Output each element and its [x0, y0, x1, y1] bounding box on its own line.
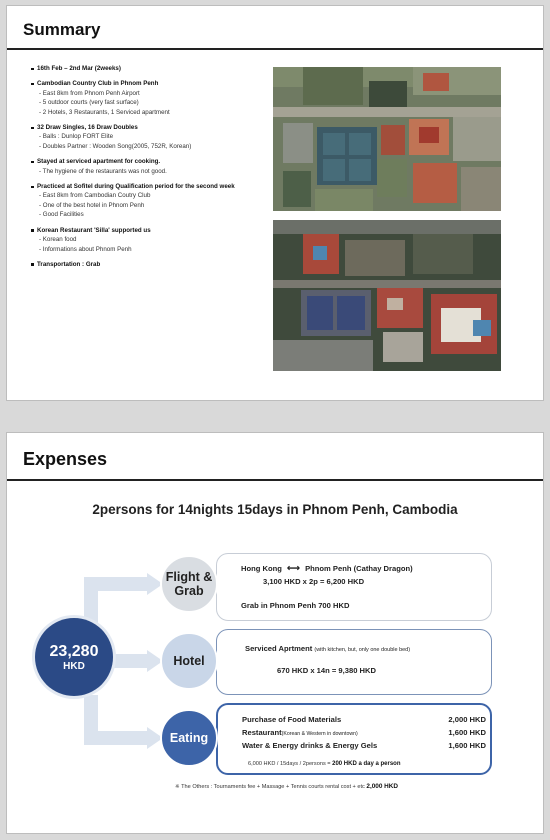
hotel-detail-box — [216, 629, 492, 695]
bullet-subitem: - 5 outdoor courts (very fast surface) — [31, 98, 271, 107]
expenses-subtitle: 2persons for 14nights 15days in Phnom Penh, Cambodia — [92, 502, 458, 517]
eating-item-amount: 2,000 HKD — [448, 715, 486, 724]
eating-detail-box — [216, 703, 492, 775]
bullet-group — [31, 226, 271, 254]
bullet-subitem: - East 8km from Cambodian Coutry Club — [31, 191, 271, 200]
hotel-description — [245, 644, 410, 653]
eating-item-note: (Korean & Western in downtown) — [281, 731, 358, 737]
grab-cost: Grab in Phnom Penh 700 HKD — [241, 601, 350, 610]
flight-grab-category — [160, 555, 218, 613]
other-costs-footnote — [175, 783, 398, 790]
bullet-group — [31, 260, 271, 269]
hotel-label: Hotel — [173, 654, 205, 668]
eating-cost-row — [242, 715, 486, 724]
bullet-subitem: - 2 Hotels, 3 Restaurants, 1 Serviced apartment — [31, 108, 271, 117]
summary-title: Summary — [23, 20, 101, 39]
eating-label: Eating — [169, 731, 209, 745]
eating-item — [242, 741, 377, 750]
bullet-subitem: - Balls : Dunlop FORT Elite — [31, 132, 271, 141]
eating-summary-calc: 6,000 HKD / 15days / 2persons = — [248, 761, 333, 767]
flight-calculation: 3,100 HKD x 2p = 6,200 HKD — [263, 577, 365, 586]
bullet-subitem: - East 8km from Phnom Penh Airport — [31, 89, 271, 98]
flight-route — [241, 563, 491, 574]
aerial-photo-sofitel — [273, 220, 501, 371]
bullet-group — [31, 79, 271, 117]
bullet-heading: Stayed at serviced apartment for cooking. — [31, 157, 271, 166]
hotel-category — [160, 632, 218, 690]
title-divider — [7, 479, 543, 481]
bullet-group — [31, 157, 271, 176]
bullet-subitem: - Korean food — [31, 235, 271, 244]
eating-item-label: Water & Energy drinks & Energy Gels — [242, 741, 378, 750]
bullet-group — [31, 182, 271, 220]
bullet-subitem: - The hygiene of the restaurants was not good. — [31, 167, 271, 176]
title-divider — [7, 48, 543, 50]
eating-per-day-summary — [248, 761, 401, 767]
bullet-subitem: - Doubles Partner : Wooden Song(2005, 752R, Korean) — [31, 142, 271, 151]
hotel-note: (with kitchen, but, only one double bed) — [314, 647, 411, 653]
aerial-photo-country-club — [273, 67, 501, 211]
total-amount: 23,280 — [49, 642, 99, 660]
bullet-heading: Korean Restaurant 'Silla' supported us — [31, 226, 271, 235]
summary-bullet-list — [31, 64, 271, 275]
bullet-subitem: - Good Facilities — [31, 210, 271, 219]
double-arrow-icon: ⟷ — [287, 563, 300, 573]
route-origin: Hong Kong — [241, 564, 282, 573]
eating-item-amount: 1,600 HKD — [448, 741, 486, 750]
bullet-subitem: - One of the best hotel in Phnom Penh — [31, 201, 271, 210]
expenses-title: Expenses — [23, 449, 108, 469]
bullet-subitem: - Informations about Phnom Penh — [31, 245, 271, 254]
footnote-amount: 2,000 HKD — [366, 783, 399, 790]
bullet-group — [31, 64, 271, 73]
bullet-heading: 32 Draw Singles, 16 Draw Doubles — [31, 123, 271, 132]
flight-grab-label: Flight & Grab — [165, 570, 213, 598]
bullet-heading: Cambodian Country Club in Phnom Penh — [31, 79, 271, 88]
eating-item — [242, 715, 341, 724]
bullet-heading: Practiced at Sofitel during Qualification period for the second week — [31, 182, 271, 191]
eating-summary-result: 200 HKD a day a person — [332, 761, 401, 767]
eating-cost-row — [242, 728, 486, 737]
route-destination: Phnom Penh (Cathay Dragon) — [305, 564, 413, 573]
total-currency: HKD — [63, 660, 85, 672]
bullet-heading: Transportation : Grab — [31, 260, 271, 269]
eating-item-amount: 1,600 HKD — [448, 728, 486, 737]
eating-category — [160, 709, 218, 767]
footnote-text: ※ The Others : Tournaments fee + Massage + Tennis courts rental cost + etc — [175, 784, 367, 790]
eating-item-label: Purchase of Food Materials — [242, 715, 342, 724]
flight-detail-box — [216, 553, 492, 621]
total-expense-circle — [35, 618, 113, 696]
summary-slide — [6, 5, 544, 401]
expenses-slide — [6, 432, 544, 834]
bullet-group — [31, 123, 271, 151]
eating-item — [242, 728, 358, 737]
eating-cost-row — [242, 741, 486, 750]
eating-item-label: Restaurant — [242, 728, 282, 737]
hotel-calculation: 670 HKD x 14n = 9,380 HKD — [277, 666, 376, 675]
bullet-heading: 16th Feb – 2nd Mar (2weeks) — [31, 64, 271, 73]
hotel-type: Serviced Aprtment — [245, 644, 313, 653]
